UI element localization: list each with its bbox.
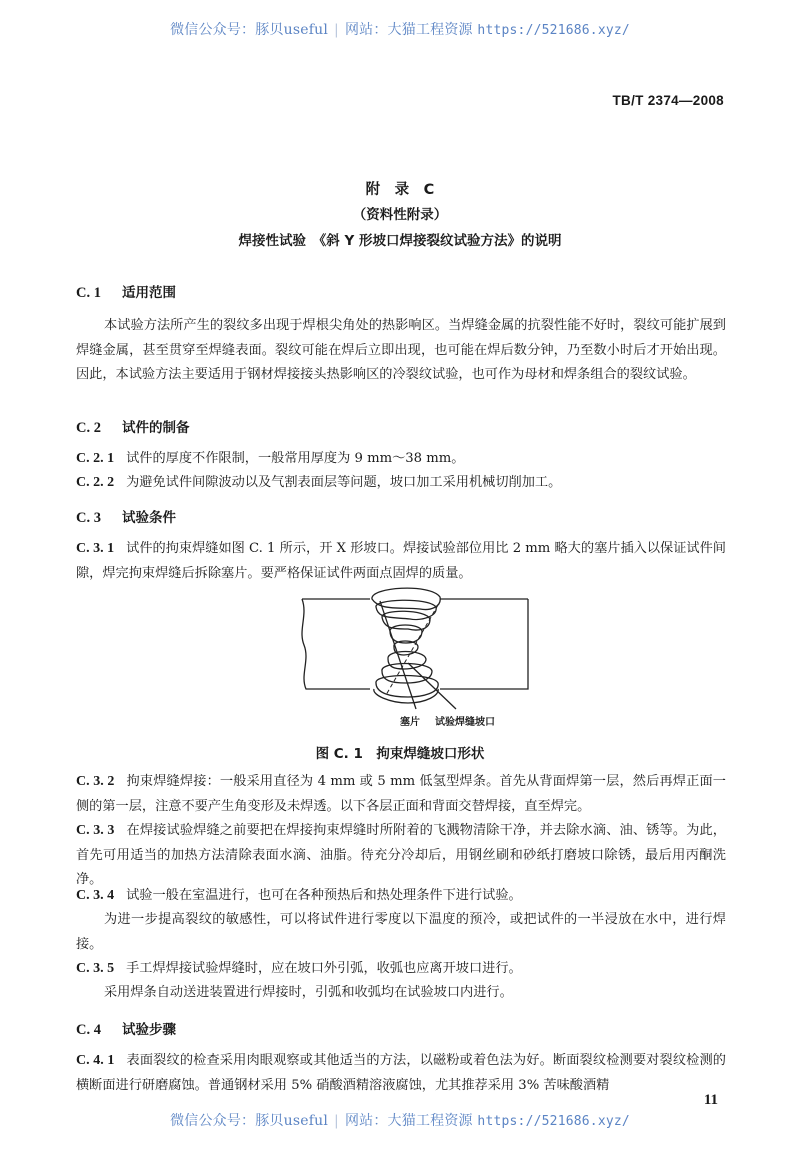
label-shim: 塞片 xyxy=(400,717,420,728)
section-title: 适用范围 xyxy=(122,285,176,301)
section-title: 试验步骤 xyxy=(122,1022,176,1038)
watermark-separator: | xyxy=(334,22,339,38)
clause-c3-5-para2: 采用焊条自动送进装置进行焊接时，引弧和收弧均在试验坡口内进行。 xyxy=(104,985,513,1000)
clause-text: 试件的厚度不作限制，一般常用厚度为 9 mm～38 mm。 xyxy=(126,451,465,466)
clause-text: 表面裂纹的检查采用肉眼观察或其他适当的方法，以磁粉或着色法为好。断面裂纹检测要对裂纹检测的横断面进行研磨腐蚀。普通钢材采用 5% 硝酸酒精溶液腐蚀，尤其推荐采用 3% 苦味酸酒精 xyxy=(76,1053,726,1093)
clause-text: 拘束焊缝焊接：一般采用直径为 4 mm 或 5 mm 低氢型焊条。首先从背面焊第一层，然后再焊正面一侧的第一层，注意不要产生角变形及未焊透。以下各层正面和背面交替焊接，直至焊完。 xyxy=(76,774,726,814)
clause-c3-4 xyxy=(76,884,726,909)
clause-text: 手工焊焊接试验焊缝时，应在坡口外引弧，收弧也应离开坡口进行。 xyxy=(126,961,522,976)
clause-number: C. 4. 1 xyxy=(76,1053,115,1068)
section-heading-c1 xyxy=(76,281,176,302)
clause-number: C. 3. 3 xyxy=(76,823,115,838)
appendix-heading: 焊接性试验 《斜 Y 形坡口焊接裂纹试验方法》的说明 xyxy=(238,233,562,249)
clause-c2-1 xyxy=(76,447,726,472)
clause-c4-1 xyxy=(76,1049,726,1098)
clause-c2-2 xyxy=(76,471,726,496)
clause-c3-5 xyxy=(76,957,726,982)
clause-text: 试验一般在室温进行，也可在各种预热后和热处理条件下进行试验。 xyxy=(126,888,522,903)
clause-text: 为避免试件间隙波动以及气割表面层等问题，坡口加工采用机械切削加工。 xyxy=(126,475,562,490)
watermark-wechat: 微信公众号：豚贝useful xyxy=(170,22,329,38)
paragraph-c1: 本试验方法所产生的裂纹多出现于焊根尖角处的热影响区。当焊缝金属的抗裂性能不好时，裂纹可能扩展到焊缝金属，甚至贯穿至焊缝表面。裂纹可能在焊后立即出现，也可能在焊后数分钟，乃至数小时后才开始出现。因此，本试验方法主要适用于钢材焊接接头热影响区的冷裂纹试验，也可作为母材和焊条组合的裂纹试验。 xyxy=(76,318,726,382)
label-test-groove: 试验焊缝坡口 xyxy=(435,717,495,728)
clause-c3-1 xyxy=(76,537,726,586)
appendix-title: 附 录 C xyxy=(365,182,435,198)
clause-text: 试件的拘束焊缝如图 C. 1 所示，开 X 形坡口。焊接试验部位用比 2 mm 略大的塞片插入以保证试件间隙，焊完拘束焊缝后拆除塞片。要严格保证试件两面点固焊的质量。 xyxy=(76,541,726,581)
section-number: C. 3 xyxy=(76,510,101,526)
clause-number: C. 2. 1 xyxy=(76,451,115,466)
watermark-url[interactable]: https://521686.xyz/ xyxy=(477,1114,630,1129)
figure-caption: 图 C. 1 拘束焊缝坡口形状 xyxy=(315,746,485,762)
section-title: 试件的制备 xyxy=(122,420,190,436)
watermark-top xyxy=(0,19,800,39)
watermark-separator: | xyxy=(334,1113,339,1129)
watermark-url[interactable]: https://521686.xyz/ xyxy=(477,23,630,38)
watermark-site-label: 网站：大猫工程资源 xyxy=(344,22,473,38)
section-number: C. 2 xyxy=(76,420,101,436)
clause-c3-3 xyxy=(76,819,726,893)
watermark-bottom xyxy=(0,1110,800,1130)
clause-number: C. 2. 2 xyxy=(76,475,115,490)
figure-c1-restraint-weld xyxy=(290,585,540,735)
clause-text: 在焊接试验焊缝之前要把在焊接拘束焊缝时所附着的飞溅物清除干净，并去除水滴、油、锈等。为此，首先可用适当的加热方法清除表面水滴、油脂。待充分冷却后，用钢丝刷和砂纸打磨坡口除锈，最后用丙酮洗净。 xyxy=(76,823,726,887)
appendix-subtitle: （资料性附录） xyxy=(352,207,448,223)
section-number: C. 4 xyxy=(76,1022,101,1038)
section-heading-c4 xyxy=(76,1018,176,1039)
clause-number: C. 3. 4 xyxy=(76,888,115,903)
watermark-wechat: 微信公众号：豚贝useful xyxy=(170,1113,329,1129)
page-number: 11 xyxy=(703,1092,718,1108)
section-heading-c2 xyxy=(76,416,190,437)
clause-number: C. 3. 2 xyxy=(76,774,115,789)
clause-number: C. 3. 1 xyxy=(76,541,115,556)
document-number: TB/T 2374—2008 xyxy=(612,93,724,108)
section-title: 试验条件 xyxy=(122,510,176,526)
clause-c3-4-para2: 为进一步提高裂纹的敏感性，可以将试件进行零度以下温度的预冷，或把试件的一半浸放在水中，进行焊接。 xyxy=(76,912,726,952)
section-heading-c3 xyxy=(76,506,176,527)
clause-number: C. 3. 5 xyxy=(76,961,115,976)
watermark-site-label: 网站：大猫工程资源 xyxy=(344,1113,473,1129)
clause-c3-2 xyxy=(76,770,726,819)
section-number: C. 1 xyxy=(76,285,101,301)
